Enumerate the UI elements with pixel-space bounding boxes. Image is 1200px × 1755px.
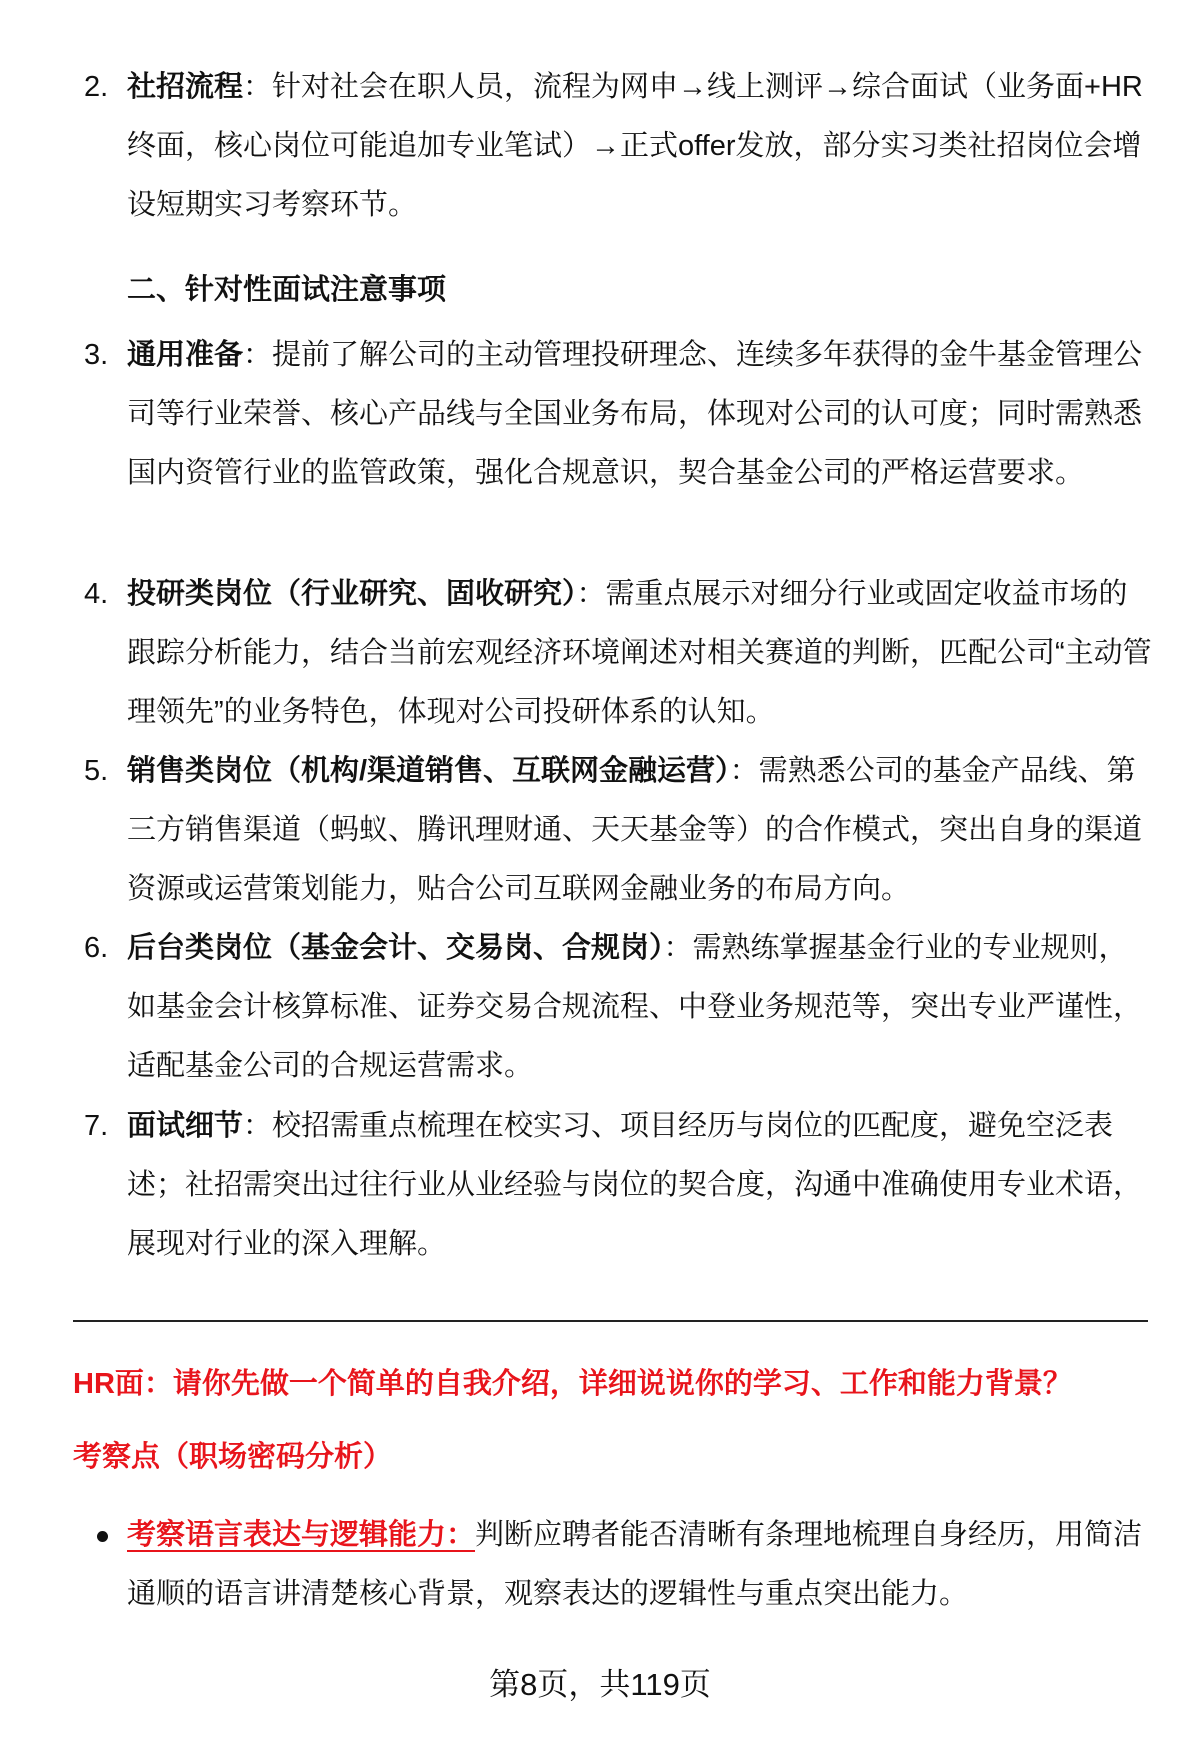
item-title: 通用准备 — [127, 339, 244, 371]
item-text: 针对社会在职人员，流程为网申→线上测评→综合面试（业务面+HR终面，核心岗位可能追加专业笔试）→正式offer发放，部分实习类社招岗位会增设短期实习考察环节。 — [127, 71, 1143, 221]
item-number: 5. — [84, 755, 109, 787]
item-title: 销售类岗位（机构/渠道销售、互联网金融运营） — [127, 755, 730, 787]
page-number: 第8页，共119页 — [489, 1667, 711, 1702]
item-title: 投研类岗位（行业研究、固收研究） — [127, 578, 577, 610]
bullet-label: 考察语言表达与逻辑能力： — [127, 1519, 476, 1551]
hr-question: HR面：请你先做一个简单的自我介绍，详细说说你的学习、工作和能力背景？ — [73, 1368, 1072, 1400]
item-number: 2. — [84, 71, 109, 103]
bullet-item — [127, 1506, 1152, 1624]
item-text: 需熟练掌握基金行业的专业规则，如基金会计核算标准、证券交易合规流程、中登业务规范等，突出专业严谨性，适配基金公司的合规运营需求。 — [127, 932, 1143, 1082]
list-item-social-recruitment — [84, 58, 1152, 235]
item-sep: ： — [243, 339, 273, 371]
item-text: 需熟悉公司的基金产品线、第三方销售渠道（蚂蚁、腾讯理财通、天天基金等）的合作模式，突出自身的渠道资源或运营策划能力，贴合公司互联网金融业务的布局方向。 — [127, 755, 1143, 905]
item-sep: ： — [243, 71, 273, 103]
bullet-text: 判断应聘者能否清晰有条理地梳理自身经历，用简洁通顺的语言讲清楚核心背景，观察表达的逻辑性与重点突出能力。 — [127, 1519, 1143, 1610]
item-sep: ： — [663, 932, 693, 964]
item-number: 3. — [84, 339, 109, 371]
list-item-backoffice-roles — [84, 919, 1152, 1096]
item-number: 4. — [84, 578, 109, 610]
item-title: 后台类岗位（基金会计、交易岗、合规岗） — [127, 932, 664, 964]
item-text: 校招需重点梳理在校实习、项目经历与岗位的匹配度，避免空泛表述；社招需突出过往行业从业经验与岗位的契合度，沟通中准确使用专业术语，展现对行业的深入理解。 — [127, 1110, 1143, 1260]
item-sep: ： — [243, 1110, 273, 1142]
divider — [73, 1320, 1148, 1322]
item-sep: ： — [576, 578, 606, 610]
list-item-sales-roles — [84, 742, 1152, 919]
item-title: 社招流程 — [127, 71, 244, 103]
item-title: 面试细节 — [127, 1110, 244, 1142]
item-sep: ： — [729, 755, 759, 787]
list-item-research-roles — [84, 565, 1152, 742]
section-heading: 二、针对性面试注意事项 — [127, 274, 447, 306]
list-item-interview-details — [84, 1097, 1152, 1274]
item-number: 6. — [84, 932, 109, 964]
bullet-icon — [97, 1531, 108, 1542]
item-number: 7. — [84, 1110, 109, 1142]
item-text: 提前了解公司的主动管理投研理念、连续多年获得的金牛基金管理公司等行业荣誉、核心产品线与全国业务布局，体现对公司的认可度；同时需熟悉国内资管行业的监管政策，强化合规意识，契合基金公司的严格运营要求。 — [127, 339, 1143, 489]
analysis-title: 考察点（职场密码分析） — [73, 1441, 393, 1473]
item-text: 需重点展示对细分行业或固定收益市场的跟踪分析能力，结合当前宏观经济环境阐述对相关赛道的判断，匹配公司“主动管理领先”的业务特色，体现对公司投研体系的认知。 — [127, 578, 1152, 728]
list-item-general-prep — [84, 326, 1152, 503]
